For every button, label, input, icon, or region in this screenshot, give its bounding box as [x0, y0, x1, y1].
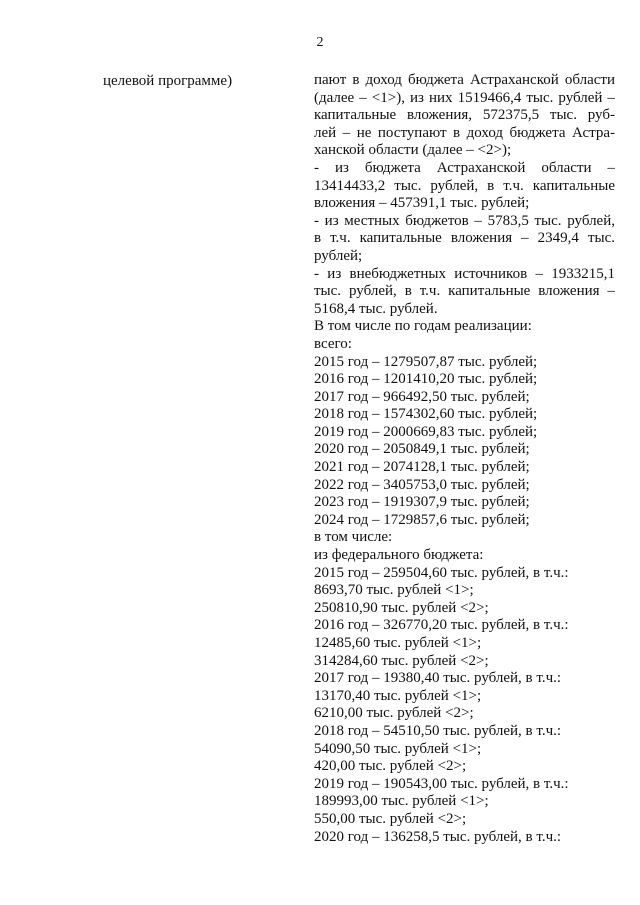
text-line: 2020 год – 136258,5 тыс. рублей, в т.ч.:	[314, 828, 562, 845]
text-line: лей – не поступают в доход бюджета Астра-	[314, 124, 615, 141]
page-number: 2	[316, 35, 324, 50]
text-line: 250810,90 тыс. рублей <2>;	[314, 599, 489, 616]
text-line: - из внебюджетных источников – 1933215,1	[314, 265, 615, 282]
text-line: 2021 год – 2074128,1 тыс. рублей;	[314, 459, 530, 476]
text-line: 8693,70 тыс. рублей <1>;	[314, 582, 474, 599]
text-line: 13170,40 тыс. рублей <1>;	[314, 687, 482, 704]
text-line: 550,00 тыс. рублей <2>;	[314, 810, 467, 827]
text-line: рублей;	[314, 247, 363, 264]
text-line: 314284,60 тыс. рублей <2>;	[314, 652, 489, 669]
text-line: 2023 год – 1919307,9 тыс. рублей;	[314, 494, 530, 511]
text-line: (далее – <1>), из них 1519466,4 тыс. рублей –	[314, 89, 615, 106]
text-line: 12485,60 тыс. рублей <1>;	[314, 635, 482, 651]
text-line: 6210,00 тыс. рублей <2>;	[314, 705, 474, 722]
text-line: капитальные вложения, 572375,5 тыс. руб-	[314, 107, 615, 124]
text-line: пают в доход бюджета Астраханской области	[314, 72, 615, 88]
text-line: 2017 год – 19380,40 тыс. рублей, в т.ч.:	[314, 670, 562, 687]
text-line: вложения – 457391,1 тыс. рублей;	[314, 195, 530, 212]
text-line: ханской области (далее – <2>);	[314, 142, 512, 159]
text-line: 420,00 тыс. рублей <2>;	[314, 758, 467, 775]
text-line: 2022 год – 3405753,0 тыс. рублей;	[314, 476, 530, 493]
table-left-cell: целевой программе)	[103, 73, 233, 89]
text-line: 54090,50 тыс. рублей <1>;	[314, 740, 482, 757]
text-line: в том числе:	[314, 529, 393, 546]
text-line: из федерального бюджета:	[314, 547, 484, 564]
text-line: 2016 год – 326770,20 тыс. рублей, в т.ч.:	[314, 617, 569, 634]
text-line: - из бюджета Астраханской области –	[314, 159, 615, 176]
text-line: 2015 год – 259504,60 тыс. рублей, в т.ч.:	[314, 564, 569, 581]
text-line: 2017 год – 966492,50 тыс. рублей;	[314, 388, 530, 405]
text-line: 2019 год – 2000669,83 тыс. рублей;	[314, 423, 538, 440]
text-line: 5168,4 тыс. рублей.	[314, 300, 438, 317]
text-line: 13414433,2 тыс. рублей, в т.ч. капитальные	[314, 177, 615, 194]
text-line: 2016 год – 1201410,20 тыс. рублей;	[314, 371, 538, 388]
text-line: в т.ч. капитальные вложения – 2349,4 тыс.	[314, 230, 615, 247]
table-right-cell	[314, 72, 615, 846]
text-line: тыс. рублей, в т.ч. капитальные вложения –	[314, 283, 615, 300]
text-line: В том числе по годам реализации:	[314, 318, 532, 335]
text-line: 2024 год – 1729857,6 тыс. рублей;	[314, 511, 530, 528]
text-line: 2018 год – 1574302,60 тыс. рублей;	[314, 406, 538, 423]
text-line: всего:	[314, 335, 352, 352]
text-line: - из местных бюджетов – 5783,5 тыс. рублей,	[314, 212, 615, 229]
text-line: 2020 год – 2050849,1 тыс. рублей;	[314, 441, 530, 458]
text-line: 2018 год – 54510,50 тыс. рублей, в т.ч.:	[314, 722, 562, 739]
text-line: 2019 год – 190543,00 тыс. рублей, в т.ч.:	[314, 775, 569, 792]
text-line: 189993,00 тыс. рублей <1>;	[314, 793, 489, 810]
text-line: 2015 год – 1279507,87 тыс. рублей;	[314, 353, 538, 370]
